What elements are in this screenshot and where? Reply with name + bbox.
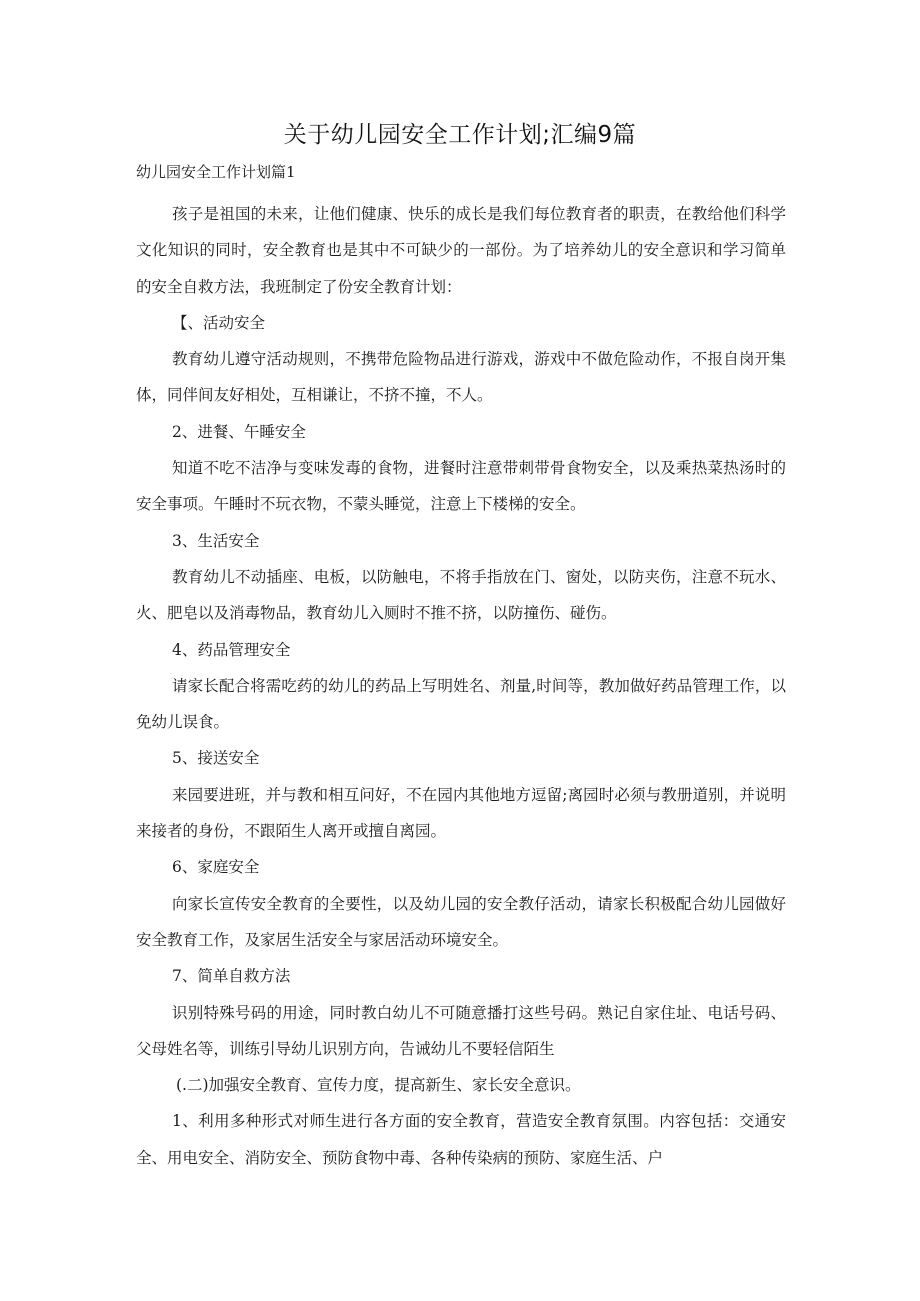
document-title: 关于幼儿园安全工作计划;汇编9篇 — [283, 122, 637, 148]
paragraph-home-safety: 向家长宣传安全教育的全要性，以及幼儿园的安全教仔活动，请家长积极配合幼儿园做好安全教育工作，及家居生活安全与家居活动环境安全。 — [136, 894, 786, 949]
paragraph-activity-safety: 教育幼儿遵守活动规则，不携带危险物品进行游戏，游戏中不做危险动作，不报自岗开集体，同伴间友好相处，互相谦让，不挤不撞，不人。 — [136, 350, 786, 405]
section-heading-education-promotion: (.二)加强安全教育、宣传力度，提高新生、家长安全意识。 — [176, 1076, 581, 1095]
paragraph-education-promotion: 1、利用多种形式对师生进行各方面的安全教育，营造安全教育氛围。内容包括：交通安全、用电安全、消防安全、预防食物中毒、各种传染病的预防、家庭生活、户 — [136, 1112, 786, 1167]
document-body — [136, 196, 786, 1176]
section-heading-self-rescue: 7、简单自救方法 — [172, 967, 291, 986]
section-heading-pickup-safety: 5、接送安全 — [172, 749, 260, 768]
section-heading-medicine-safety: 4、药品管理安全 — [172, 640, 291, 659]
intro-paragraph: 孩子是祖国的未来，让他们健康、快乐的成长是我们每位教育者的职责，在教给他们科学文化知识的同时，安全教育也是其中不可缺少的一部份。为了培养幼儿的安全意识和学习简单的安全自救方法，我班制定了份安全教育计划： — [136, 205, 786, 296]
section-heading-life-safety: 3、生活安全 — [172, 531, 260, 550]
section-subtitle: 幼儿园安全工作计划篇1 — [136, 163, 296, 181]
paragraph-meal-nap-safety: 知道不吃不洁净与变味发毒的食物，进餐时注意带刺带骨食物安全，以及乘热菜热汤时的安全事项。午睡时不玩衣物，不蒙头睡觉，注意上下楼梯的安全。 — [136, 459, 786, 514]
paragraph-pickup-safety: 来园要进班，并与教和相互问好，不在园内其他地方逗留;离园时必须与教册道别，并说明来接者的身份，不跟陌生人离开或擅自离园。 — [136, 785, 786, 841]
section-heading-activity-safety: 【、活动安全 — [172, 313, 266, 332]
paragraph-self-rescue: 识别特殊号码的用途，同时教白幼儿不可随意播打这些号码。熟记自家住址、电话号码、父母姓名等，训练引导幼儿识别方向，告诫幼儿不要轻信陌生 — [136, 1003, 786, 1058]
paragraph-life-safety: 教育幼儿不动插座、电板，以防触电，不将手指放在门、窗处，以防夹伤，注意不玩水、火、肥皂以及消毒物品，教育幼儿入厕时不推不挤，以防撞伤、碰伤。 — [136, 567, 786, 623]
paragraph-medicine-safety: 请家长配合将需吃药的幼儿的药品上写明姓名、剂量,时间等，教加做好药品管理工作，以免幼儿误食。 — [136, 676, 786, 732]
section-heading-meal-nap-safety: 2、进餐、午睡安全 — [172, 422, 306, 441]
section-heading-home-safety: 6、家庭安全 — [172, 858, 260, 877]
